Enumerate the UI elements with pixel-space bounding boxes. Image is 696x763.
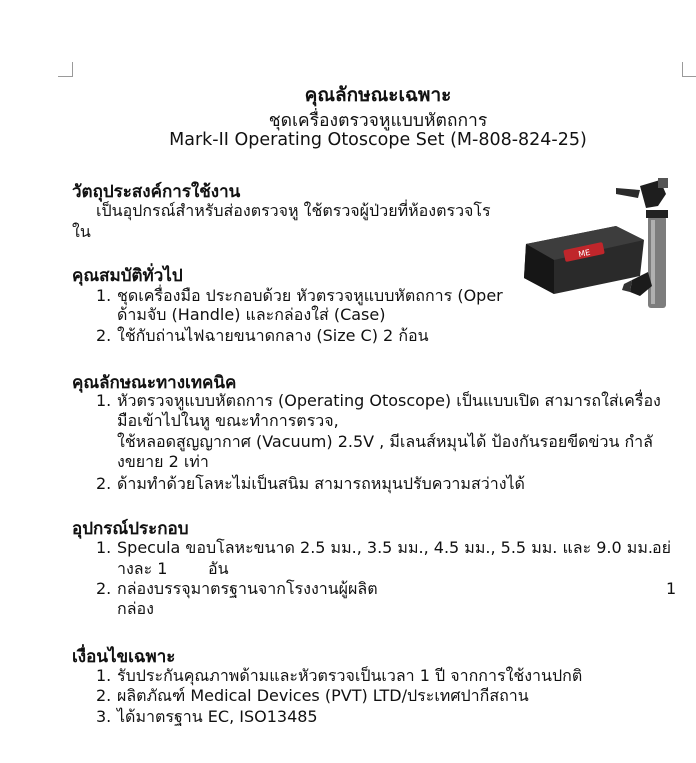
- list-item-cont: กล่อง: [117, 599, 154, 618]
- list-number: 2.: [96, 579, 112, 598]
- purpose-text: เป็นอุปกรณ์สำหรับส่องตรวจหู ใช้ตรวจผู้ป่วยที่ห้องตรวจโร: [96, 201, 491, 220]
- technical-heading: คุณลักษณะทางเทคนิค: [72, 373, 237, 393]
- list-number: 1.: [96, 391, 112, 410]
- list-item: ใช้กับถ่านไฟฉายขนาดกลาง (Size C) 2 ก้อน: [117, 326, 429, 345]
- list-number: 2.: [96, 474, 112, 493]
- document-title: คุณลักษณะเฉพาะ: [304, 84, 452, 106]
- handle-shape: [646, 210, 668, 308]
- document-subtitle: ชุดเครื่องตรวจหูแบบหัตถการ: [268, 111, 488, 131]
- list-item-cont: ด้ามจับ (Handle) และกล่องใส่ (Case): [117, 305, 386, 324]
- model-name: Mark-II Operating Otoscope Set (M-808-824-25): [169, 130, 587, 150]
- case-logo-text: ME: [577, 247, 592, 260]
- purpose-text-cont: ใน: [72, 222, 91, 241]
- list-item: หัวตรวจหูแบบหัตถการ (Operating Otoscope) เป็นแบบเปิด สามารถใส่เครื่อง: [117, 391, 661, 410]
- list-item-cont: งขยาย 2 เท่า: [117, 452, 209, 471]
- list-item-cont: มือเข้าไปในหู ขณะทำการตรวจ,: [117, 411, 339, 430]
- list-item-tail: อย่: [652, 538, 671, 557]
- otoscope-head-shape: [616, 178, 668, 208]
- list-item: กล่องบรรจุมาตรฐานจากโรงงานผู้ผลิต: [117, 579, 378, 598]
- list-item: Specula ขอบโลหะขนาด 2.5 มม., 3.5 มม., 4.5 มม., 5.5 มม. และ 9.0 มม.: [117, 538, 653, 557]
- list-item: ได้มาตรฐาน EC, ISO13485: [117, 707, 318, 726]
- list-number: 1.: [96, 538, 112, 557]
- list-item-cont: ใช้หลอดสูญญากาศ (Vacuum) 2.5V , มีเลนส์หมุนได้ ป้องกันรอยขีดข่วน กำลั: [117, 432, 653, 451]
- purpose-heading: วัตถุประสงค์การใช้งาน: [72, 182, 241, 202]
- conditions-heading: เงื่อนไขเฉพาะ: [72, 647, 176, 667]
- general-heading: คุณสมบัติทั่วไป: [72, 266, 183, 286]
- list-number: 2.: [96, 326, 112, 345]
- list-item: ผลิตภัณฑ์ Medical Devices (PVT) LTD/ประเทศปากีสถาน: [117, 686, 529, 705]
- page-corner-mark-right: [682, 62, 696, 77]
- components-heading: อุปกรณ์ประกอบ: [72, 519, 189, 539]
- list-item-cont: างละ 1: [117, 559, 168, 578]
- list-number: 3.: [96, 707, 112, 726]
- list-number: 2.: [96, 686, 112, 705]
- page-corner-mark-left: [58, 62, 73, 77]
- list-item: รับประกันคุณภาพด้ามและหัวตรวจเป็นเวลา 1 ปี จากการใช้งานปกติ: [117, 666, 583, 685]
- list-number: 1.: [96, 666, 112, 685]
- list-item-qty: 1: [666, 579, 677, 598]
- list-number: 1.: [96, 286, 112, 305]
- list-item: ด้ามทำด้วยโลหะไม่เป็นสนิม สามารถหมุนปรับความสว่างได้: [117, 474, 525, 493]
- product-photo: [520, 176, 682, 310]
- list-item-unit: อัน: [208, 559, 229, 578]
- list-item: ชุดเครื่องมือ ประกอบด้วย หัวตรวจหูแบบหัตถการ (Oper: [117, 286, 503, 305]
